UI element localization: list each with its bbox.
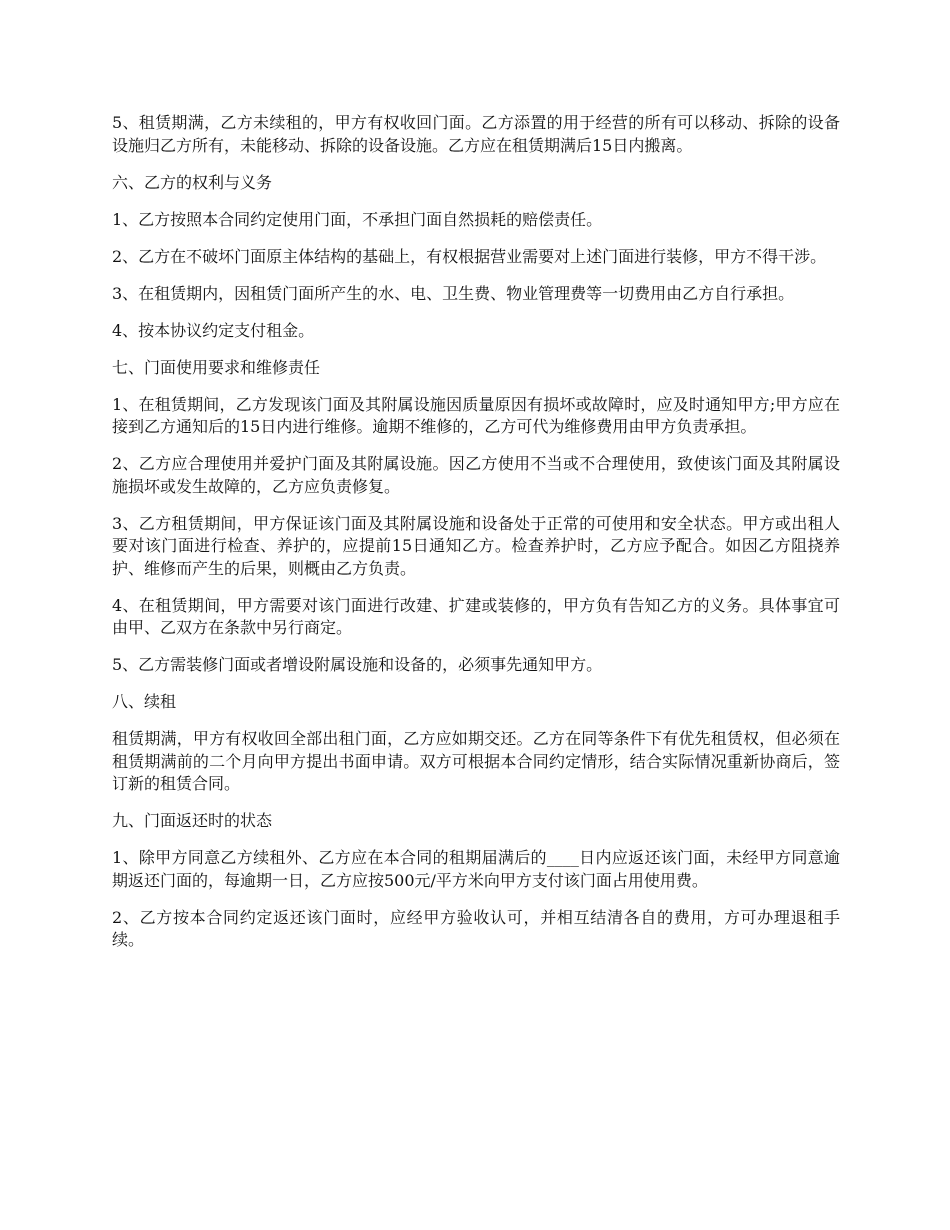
clause-6-1: 1、乙方按照本合同约定使用门面，不承担门面自然损耗的赔偿责任。: [112, 209, 603, 229]
section-heading-6: 六、乙方的权利与义务: [112, 172, 273, 192]
clause-7-4: 4、在租赁期间，甲方需要对该门面进行改建、扩建或装修的，甲方负有告知乙方的义务。具体事宜可由甲、乙双方在条款中另行商定。: [112, 595, 840, 637]
clause-9-2: 2、乙方按本合同约定返还该门面时，应经甲方验收认可，并相互结清各自的费用，方可办理退租手续。: [112, 907, 840, 949]
clause-7-1: 1、在租赁期间，乙方发现该门面及其附属设施因质量原因有损坏或故障时，应及时通知甲方;甲方应在接到乙方通知后的15日内进行维修。逾期不维修的，乙方可代为维修费用由甲方负责承担。: [112, 394, 840, 436]
clause-6-2: 2、乙方在不破坏门面原主体结构的基础上，有权根据营业需要对上述门面进行装修，甲方不得干涉。: [112, 246, 827, 266]
clause-6-3: 3、在租赁期内，因租赁门面所产生的水、电、卫生费、物业管理费等一切费用由乙方自行承担。: [112, 283, 795, 303]
section-heading-8: 八、续租: [112, 692, 177, 711]
document-body: [112, 112, 840, 966]
section-heading-9: 九、门面返还时的状态: [112, 811, 273, 830]
clause-7-3: 3、乙方租赁期间，甲方保证该门面及其附属设施和设备处于正常的可使用和安全状态。甲方或出租人要对该门面进行检查、养护的，应提前15日通知乙方。检查养护时，乙方应予配合。如因乙方阻挠养护、维修而产生的后果，则概由乙方负责。: [112, 513, 840, 578]
clause-7-5: 5、乙方需装修门面或者增设附属设施和设备的，必须事先通知甲方。: [112, 655, 603, 674]
clause-5-lease-expiry: 5、租赁期满，乙方未续租的，甲方有权收回门面。乙方添置的用于经营的所有可以移动、拆除的设备设施归乙方所有，未能移动、拆除的设备设施。乙方应在租赁期满后15日内搬离。: [112, 113, 840, 155]
clause-6-4: 4、按本协议约定支付租金。: [112, 320, 315, 340]
clause-8-renewal: 租赁期满，甲方有权收回全部出租门面，乙方应如期交还。乙方在同等条件下有优先租赁权，但必须在租赁期满前的二个月向甲方提出书面申请。双方可根据本合同约定情形，结合实际情况重新协商后，签订新的租赁合同。: [112, 729, 840, 793]
clause-9-1: 1、除甲方同意乙方续租外、乙方应在本合同的租期届满后的____日内应返还该门面，未经甲方同意逾期返还门面的，每逾期一日，乙方应按500元/平方米向甲方支付该门面占用使用费。: [112, 848, 840, 890]
clause-7-2: 2、乙方应合理使用并爱护门面及其附属设施。因乙方使用不当或不合理使用，致使该门面及其附属设施损坏或发生故障的，乙方应负责修复。: [112, 454, 840, 496]
section-heading-7: 七、门面使用要求和维修责任: [112, 357, 321, 377]
